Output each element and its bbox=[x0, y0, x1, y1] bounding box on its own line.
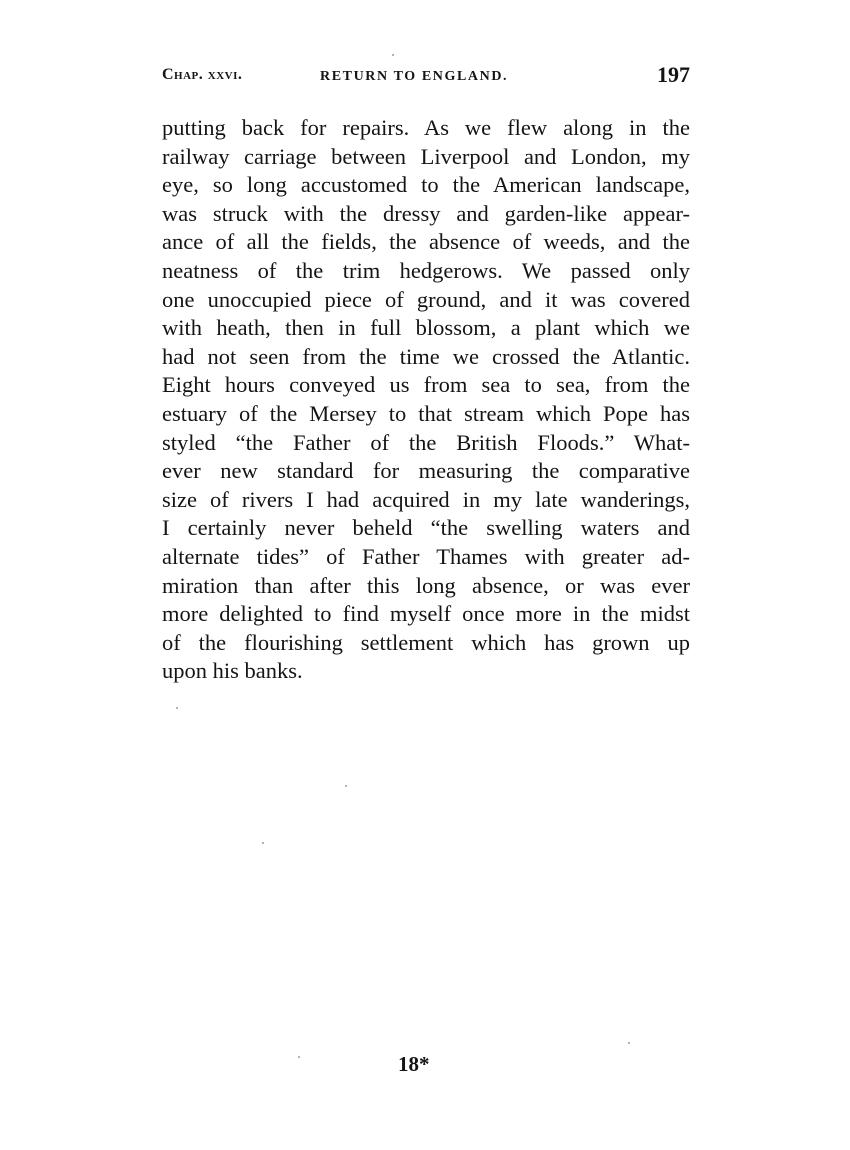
paper-speck bbox=[298, 1056, 300, 1058]
text-line: alternate tides” of Father Thames with greater ad- bbox=[162, 543, 690, 569]
paper-speck bbox=[628, 1042, 630, 1044]
running-head bbox=[162, 62, 690, 94]
text-line: ance of all the fields, the absence of weeds, and the bbox=[162, 229, 690, 255]
paper-speck bbox=[176, 707, 178, 709]
paper-speck bbox=[345, 785, 347, 787]
text-line: estuary of the Mersey to that stream which Pope has bbox=[162, 400, 690, 426]
text-line: of the flourishing settlement which has grown up bbox=[162, 629, 690, 655]
text-line: size of rivers I had acquired in my late wanderings, bbox=[162, 486, 690, 512]
text-line: had not seen from the time we crossed the Atlantic. bbox=[162, 343, 690, 369]
text-line: railway carriage between Liverpool and London, my bbox=[162, 143, 690, 169]
body-paragraph bbox=[162, 114, 690, 686]
text-line: styled “the Father of the British Floods.” What- bbox=[162, 429, 690, 455]
text-line: was struck with the dressy and garden-like appear- bbox=[162, 200, 690, 226]
text-line: more delighted to find myself once more in the midst bbox=[162, 601, 690, 627]
text-line: eye, so long accustomed to the American landscape, bbox=[162, 172, 690, 198]
signature-mark: 18* bbox=[398, 1052, 430, 1076]
paper-speck bbox=[392, 54, 394, 56]
running-title: RETURN TO ENGLAND. bbox=[320, 69, 509, 84]
text-line: one unoccupied piece of ground, and it was covered bbox=[162, 286, 690, 312]
page-number: 197 bbox=[657, 62, 690, 87]
text-line: I certainly never beheld “the swelling waters and bbox=[162, 515, 690, 541]
text-line: neatness of the trim hedgerows. We passed only bbox=[162, 257, 690, 283]
chapter-label: Chap. xxvi. bbox=[162, 66, 243, 83]
text-line: miration than after this long absence, or was ever bbox=[162, 572, 690, 598]
text-line: upon his banks. bbox=[162, 658, 303, 684]
text-line: Eight hours conveyed us from sea to sea, from the bbox=[162, 372, 690, 398]
text-line: putting back for repairs. As we flew along in the bbox=[162, 115, 690, 140]
text-line: ever new standard for measuring the comparative bbox=[162, 458, 690, 484]
text-line: with heath, then in full blossom, a plant which we bbox=[162, 315, 690, 341]
paper-speck bbox=[262, 842, 264, 844]
